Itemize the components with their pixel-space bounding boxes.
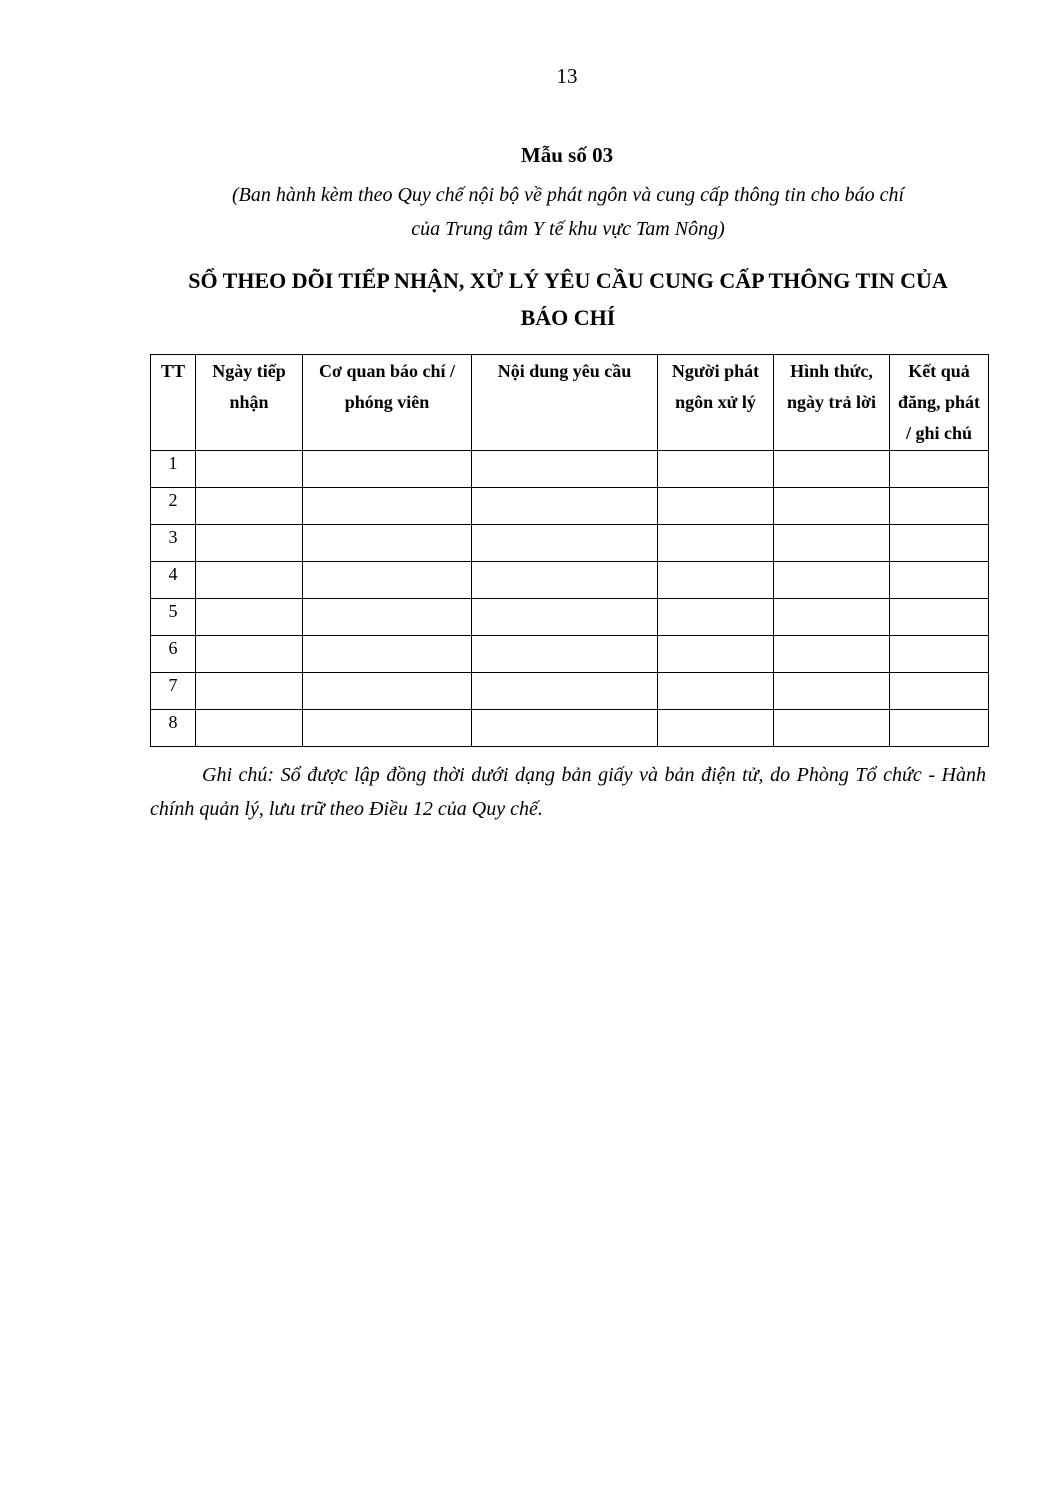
page-number: 13 — [556, 64, 578, 88]
table-cell — [774, 488, 890, 525]
header-request-content: Nội dung yêu cầu — [472, 355, 658, 451]
table-cell — [890, 710, 989, 747]
row-number: 5 — [151, 599, 196, 636]
table-cell — [196, 525, 303, 562]
table-cell — [890, 636, 989, 673]
table-cell — [890, 525, 989, 562]
table-cell — [658, 673, 774, 710]
table-cell — [472, 599, 658, 636]
table-cell — [196, 451, 303, 488]
document-title-line-1: SỔ THEO DÕI TIẾP NHẬN, XỬ LÝ YÊU CẦU CUNG CẤP THÔNG TIN CỦA — [188, 268, 948, 293]
row-number: 6 — [151, 636, 196, 673]
table-cell — [196, 710, 303, 747]
table-cell — [658, 636, 774, 673]
table-cell — [658, 599, 774, 636]
table-cell — [472, 451, 658, 488]
table-cell — [303, 710, 472, 747]
table-cell — [196, 673, 303, 710]
table-cell — [472, 562, 658, 599]
table-cell — [890, 451, 989, 488]
row-number: 2 — [151, 488, 196, 525]
row-number: 7 — [151, 673, 196, 710]
table-cell — [303, 599, 472, 636]
table-cell — [658, 488, 774, 525]
table-cell — [658, 562, 774, 599]
table-row — [151, 488, 989, 525]
table-cell — [196, 562, 303, 599]
table-cell — [774, 710, 890, 747]
table-cell — [472, 673, 658, 710]
table-cell — [472, 488, 658, 525]
table-cell — [472, 710, 658, 747]
table-cell — [658, 710, 774, 747]
row-number: 8 — [151, 710, 196, 747]
row-number: 4 — [151, 562, 196, 599]
table-cell — [890, 562, 989, 599]
table-cell — [303, 673, 472, 710]
row-number: 3 — [151, 525, 196, 562]
document-title-line-2: BÁO CHÍ — [520, 305, 616, 330]
table-cell — [196, 636, 303, 673]
header-row — [151, 355, 989, 451]
table-cell — [658, 525, 774, 562]
table-cell — [890, 599, 989, 636]
table-row — [151, 525, 989, 562]
header-tt: TT — [151, 355, 196, 451]
register-table — [150, 354, 989, 747]
table-row — [151, 636, 989, 673]
table-cell — [196, 599, 303, 636]
issued-note — [150, 178, 986, 246]
table-row — [151, 599, 989, 636]
issued-note-line-2: của Trung tâm Y tế khu vực Tam Nông) — [411, 218, 725, 240]
table-cell — [303, 451, 472, 488]
header-receive-date: Ngày tiếp nhận — [196, 355, 303, 451]
table-cell — [774, 673, 890, 710]
table-row — [151, 710, 989, 747]
table-cell — [303, 525, 472, 562]
header-spokesperson: Người phát ngôn xử lý — [658, 355, 774, 451]
table-cell — [774, 636, 890, 673]
table-cell — [303, 562, 472, 599]
table-cell — [472, 525, 658, 562]
footnote: Ghi chú: Sổ được lập đồng thời dưới dạng bản giấy và bản điện tử, do Phòng Tổ chức - Hành chính quản lý, lưu trữ theo Điều 12 của Quy chế. — [150, 764, 986, 820]
table-cell — [890, 488, 989, 525]
table-row — [151, 562, 989, 599]
table-cell — [472, 636, 658, 673]
table-cell — [774, 562, 890, 599]
table-row — [151, 673, 989, 710]
row-number: 1 — [151, 451, 196, 488]
table-cell — [303, 488, 472, 525]
table-cell — [774, 599, 890, 636]
table-cell — [774, 451, 890, 488]
issued-note-line-1: (Ban hành kèm theo Quy chế nội bộ về phát ngôn và cung cấp thông tin cho báo chí — [231, 184, 905, 206]
table-row — [151, 451, 989, 488]
header-press-agency: Cơ quan báo chí / phóng viên — [303, 355, 472, 451]
table-cell — [774, 525, 890, 562]
table-cell — [658, 451, 774, 488]
header-result-notes: Kết quả đăng, phát / ghi chú — [890, 355, 989, 451]
form-code: Mẫu số 03 — [520, 143, 614, 167]
header-response-form-date: Hình thức, ngày trả lời — [774, 355, 890, 451]
table-cell — [890, 673, 989, 710]
document-title — [150, 262, 986, 336]
table-cell — [303, 636, 472, 673]
table-cell — [196, 488, 303, 525]
